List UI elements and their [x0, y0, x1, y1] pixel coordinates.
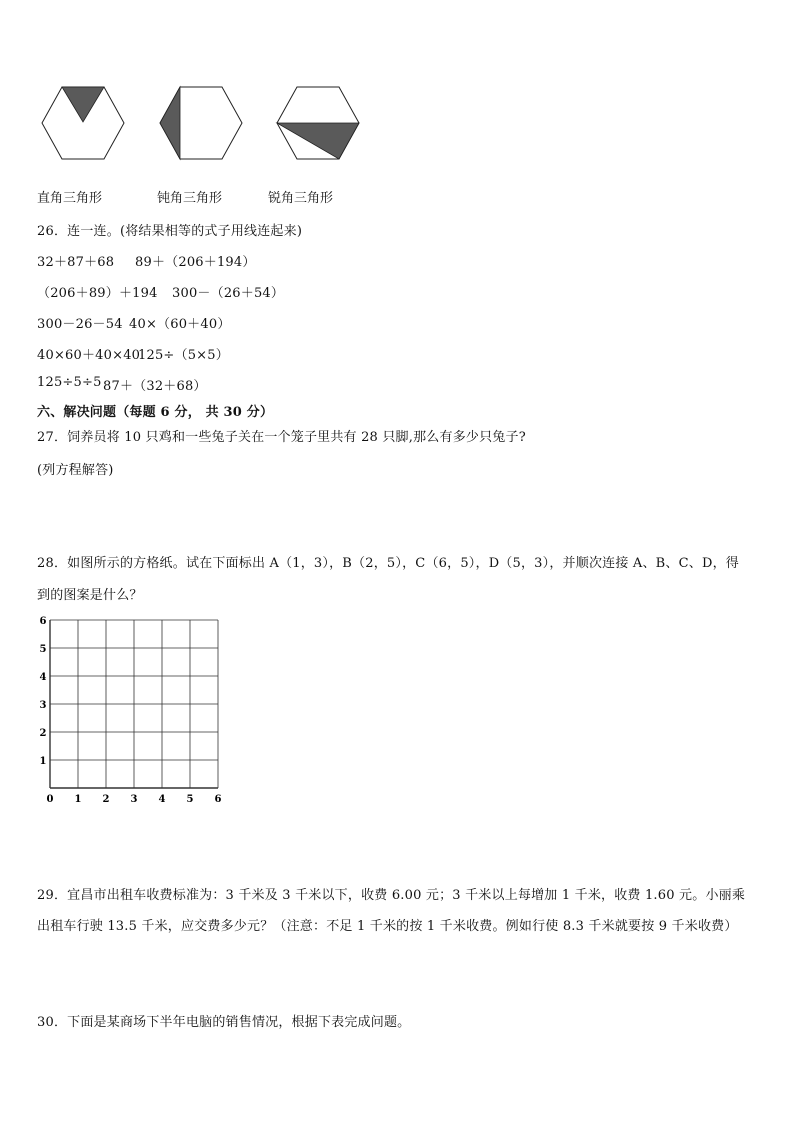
q29-line-2: 出租车行驶 13.5 千米，应交费多少元？（注意：不足 1 千米的按 1 千米收费。例如行使 8.3 千米就要按 9 千米收费） — [37, 919, 738, 934]
q30-text: 30．下面是某商场下半年电脑的销售情况，根据下表完成问题。 — [37, 1015, 411, 1030]
q26-row-3-left: 300－26－54 — [37, 317, 123, 332]
y-axis-ticks — [40, 616, 47, 767]
x-tick-label: 2 — [102, 794, 110, 805]
y-tick-label: 5 — [39, 644, 47, 655]
q26-row-2-left: （206＋89）＋194 — [37, 286, 158, 301]
q26-row-1-left: 32＋87＋68 — [37, 255, 115, 270]
x-tick-label: 4 — [158, 794, 166, 805]
caption-obtuse-triangle: 钝角三角形 — [157, 191, 223, 206]
y-tick-label: 4 — [39, 672, 47, 683]
y-tick-label: 2 — [39, 728, 47, 739]
grid-lines — [50, 620, 218, 788]
q28-line-1: 28．如图所示的方格纸。试在下面标出 A（1，3），B（2，5），C（6，5），D（5，3），并顺次连接 A、B、C、D，得 — [37, 556, 739, 571]
q26-row-2-right: 300－（26＋54） — [172, 286, 285, 301]
shaded-obtuse-triangle — [160, 87, 180, 159]
caption-right-triangle: 直角三角形 — [37, 191, 103, 206]
section-6-title: 六、解决问题（每题 6 分， 共 30 分） — [37, 405, 274, 420]
coordinate-grid — [34, 614, 234, 810]
q26-row-1-right: 89＋（206＋194） — [135, 255, 256, 270]
q26-row-4-right: 125÷（5×5） — [138, 348, 229, 363]
q26-row-5-left: 125÷5÷5 — [37, 375, 102, 390]
shaded-right-triangle — [62, 87, 104, 122]
q28-line-2: 到的图案是什么？ — [37, 588, 143, 603]
x-tick-label: 5 — [186, 794, 194, 805]
x-tick-label: 6 — [214, 794, 222, 805]
hexagon-obtuse-triangle-figure — [156, 84, 246, 162]
q26-row-5-right: 87＋（32＋68） — [103, 379, 207, 394]
q26-row-3-right: 40×（60＋40） — [129, 317, 231, 332]
y-tick-label: 6 — [39, 616, 47, 627]
x-tick-label: 0 — [46, 794, 54, 805]
caption-acute-triangle: 锐角三角形 — [268, 191, 334, 206]
hexagon-acute-triangle-figure — [273, 84, 363, 162]
q26-row-4-left: 40×60＋40×40 — [37, 348, 141, 363]
x-tick-label: 3 — [130, 794, 138, 805]
q27-note: (列方程解答) — [37, 463, 114, 478]
y-tick-label: 1 — [39, 756, 47, 767]
x-tick-label: 1 — [74, 794, 82, 805]
shaded-acute-triangle — [277, 123, 359, 159]
y-tick-label: 3 — [39, 700, 47, 711]
q27-text: 27．饲养员将 10 只鸡和一些兔子关在一个笼子里共有 28 只脚,那么有多少只兔子? — [37, 430, 526, 445]
x-axis-ticks — [47, 794, 222, 805]
hexagon-right-triangle-figure — [38, 84, 128, 162]
q26-title: 26．连一连。(将结果相等的式子用线连起来) — [37, 224, 303, 239]
q29-line-1: 29．宜昌市出租车收费标准为：3 千米及 3 千米以下，收费 6.00 元；3 千米以上每增加 1 千米，收费 1.60 元。小丽乘 — [37, 888, 746, 903]
